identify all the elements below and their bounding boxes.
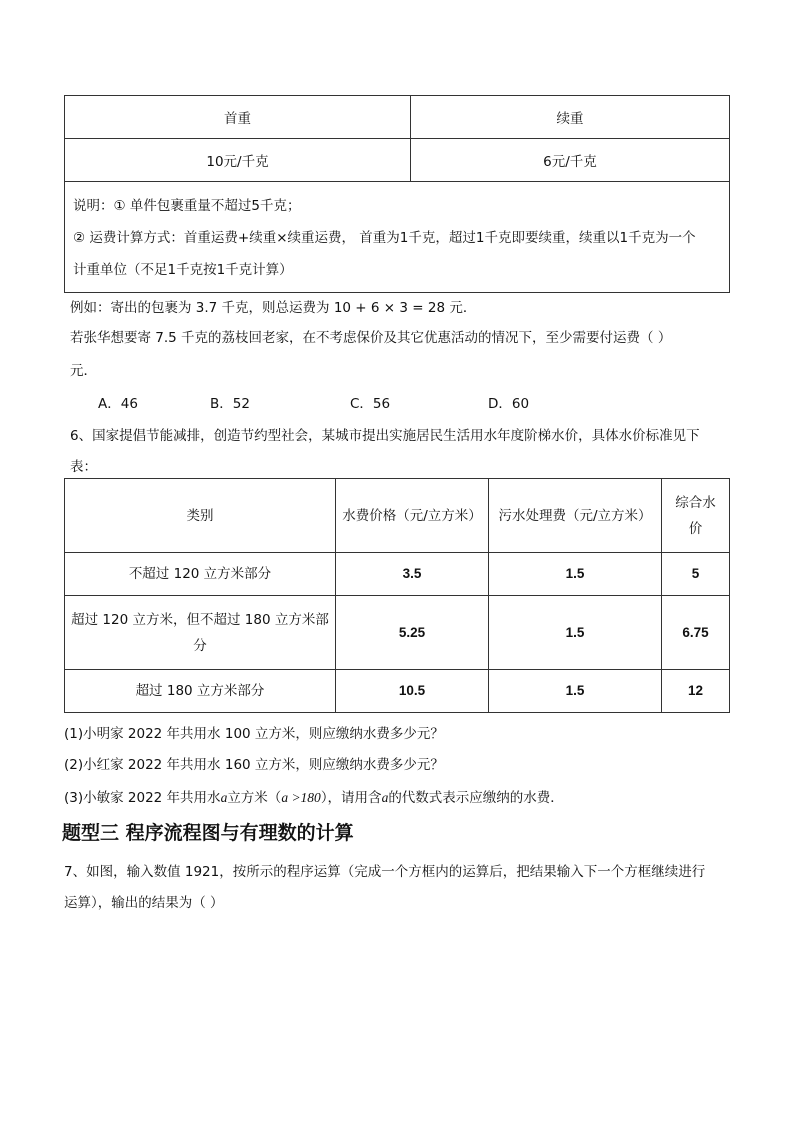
section-heading: 题型三 程序流程图与有理数的计算 <box>62 822 354 844</box>
col-water-price: 水费价格（元/立方米） <box>336 479 489 553</box>
subquestion-2: (2)小红家 2022 年共用水 160 立方米，则应缴纳水费多少元？ <box>64 757 444 773</box>
subquestion-1: (1)小明家 2022 年共用水 100 立方米，则应缴纳水费多少元？ <box>64 726 444 742</box>
row1-total: 5 <box>662 553 730 596</box>
row1-sewage: 1.5 <box>489 553 662 596</box>
row3-water: 10.5 <box>336 670 489 713</box>
q3-part-a: (3)小敏家 2022 年共用水 <box>64 790 221 806</box>
row2-category-l1: 超过 120 立方米，但不超过 180 立方米部 <box>71 611 329 628</box>
row2-category-l2: 分 <box>193 637 207 654</box>
row2-category <box>65 596 336 670</box>
option-d: D．60 <box>488 396 530 412</box>
problem6-line-1: 6、国家提倡节能减排，创造节约型社会，某城市提出实施居民生活用水年度阶梯水价，具体水价标准见下 <box>70 428 700 444</box>
question-line-1: 若张华想要寄 7.5 千克的荔枝回老家，在不考虑保价及其它优惠活动的情况下，至少需要付运费（ ） <box>70 330 672 346</box>
q3-variable: a <box>220 790 228 805</box>
header-first-weight: 首重 <box>65 96 411 139</box>
shipping-notes <box>65 182 730 293</box>
q3-part-c: ），请用含 <box>320 790 382 806</box>
row3-sewage: 1.5 <box>489 670 662 713</box>
header-extra-weight: 续重 <box>411 96 730 139</box>
row2-total: 6.75 <box>662 596 730 670</box>
problem7-line-2: 运算），输出的结果为（ ） <box>64 895 224 911</box>
q3-part-d: 的代数式表示应缴纳的水费． <box>388 790 564 806</box>
q3-part-b: 立方米（ <box>227 790 282 806</box>
col-total-price-l2: 价 <box>688 520 703 537</box>
note-line-3: 计重单位（不足1千克按1千克计算） <box>73 262 293 278</box>
col-sewage-fee: 污水处理费（元/立方米） <box>489 479 662 553</box>
table-row <box>65 553 730 596</box>
col-category: 类别 <box>65 479 336 553</box>
note-line-1: 说明：① 单件包裹重量不超过5千克； <box>73 198 301 214</box>
row3-total: 12 <box>662 670 730 713</box>
table-row <box>65 670 730 713</box>
shipping-fee-table <box>64 95 730 293</box>
q3-variable-2: a <box>381 790 389 805</box>
price-extra-weight: 6元/千克 <box>411 139 730 182</box>
option-c: C．56 <box>350 396 391 412</box>
col-total-price-l1: 综合水 <box>675 494 716 511</box>
row2-sewage: 1.5 <box>489 596 662 670</box>
note-line-2: ② 运费计算方式：首重运费+续重×续重运费， 首重为1千克，超过1千克即要续重，续重以1千克为一个 <box>73 230 696 246</box>
option-a: A．46 <box>98 396 138 412</box>
answer-options <box>70 392 670 412</box>
row3-category: 超过 180 立方米部分 <box>65 670 336 713</box>
example-text: 例如：寄出的包裹为 3.7 千克，则总运费为 10 + 6 × 3 = 28 元． <box>70 300 477 316</box>
water-price-table <box>64 478 730 713</box>
row2-water: 5.25 <box>336 596 489 670</box>
row1-water: 3.5 <box>336 553 489 596</box>
price-first-weight: 10元/千克 <box>65 139 411 182</box>
col-total-price <box>662 479 730 553</box>
option-b: B．52 <box>210 396 250 412</box>
problem6-line-2: 表： <box>70 459 97 475</box>
q3-condition: a >180 <box>281 790 321 805</box>
subquestion-3 <box>64 786 564 806</box>
problem7-line-1: 7、如图，输入数值 1921，按所示的程序运算（完成一个方框内的运算后，把结果输入下一个方框继续进行 <box>64 864 706 880</box>
table-row <box>65 596 730 670</box>
row1-category: 不超过 120 立方米部分 <box>65 553 336 596</box>
question-line-2: 元． <box>70 363 97 379</box>
